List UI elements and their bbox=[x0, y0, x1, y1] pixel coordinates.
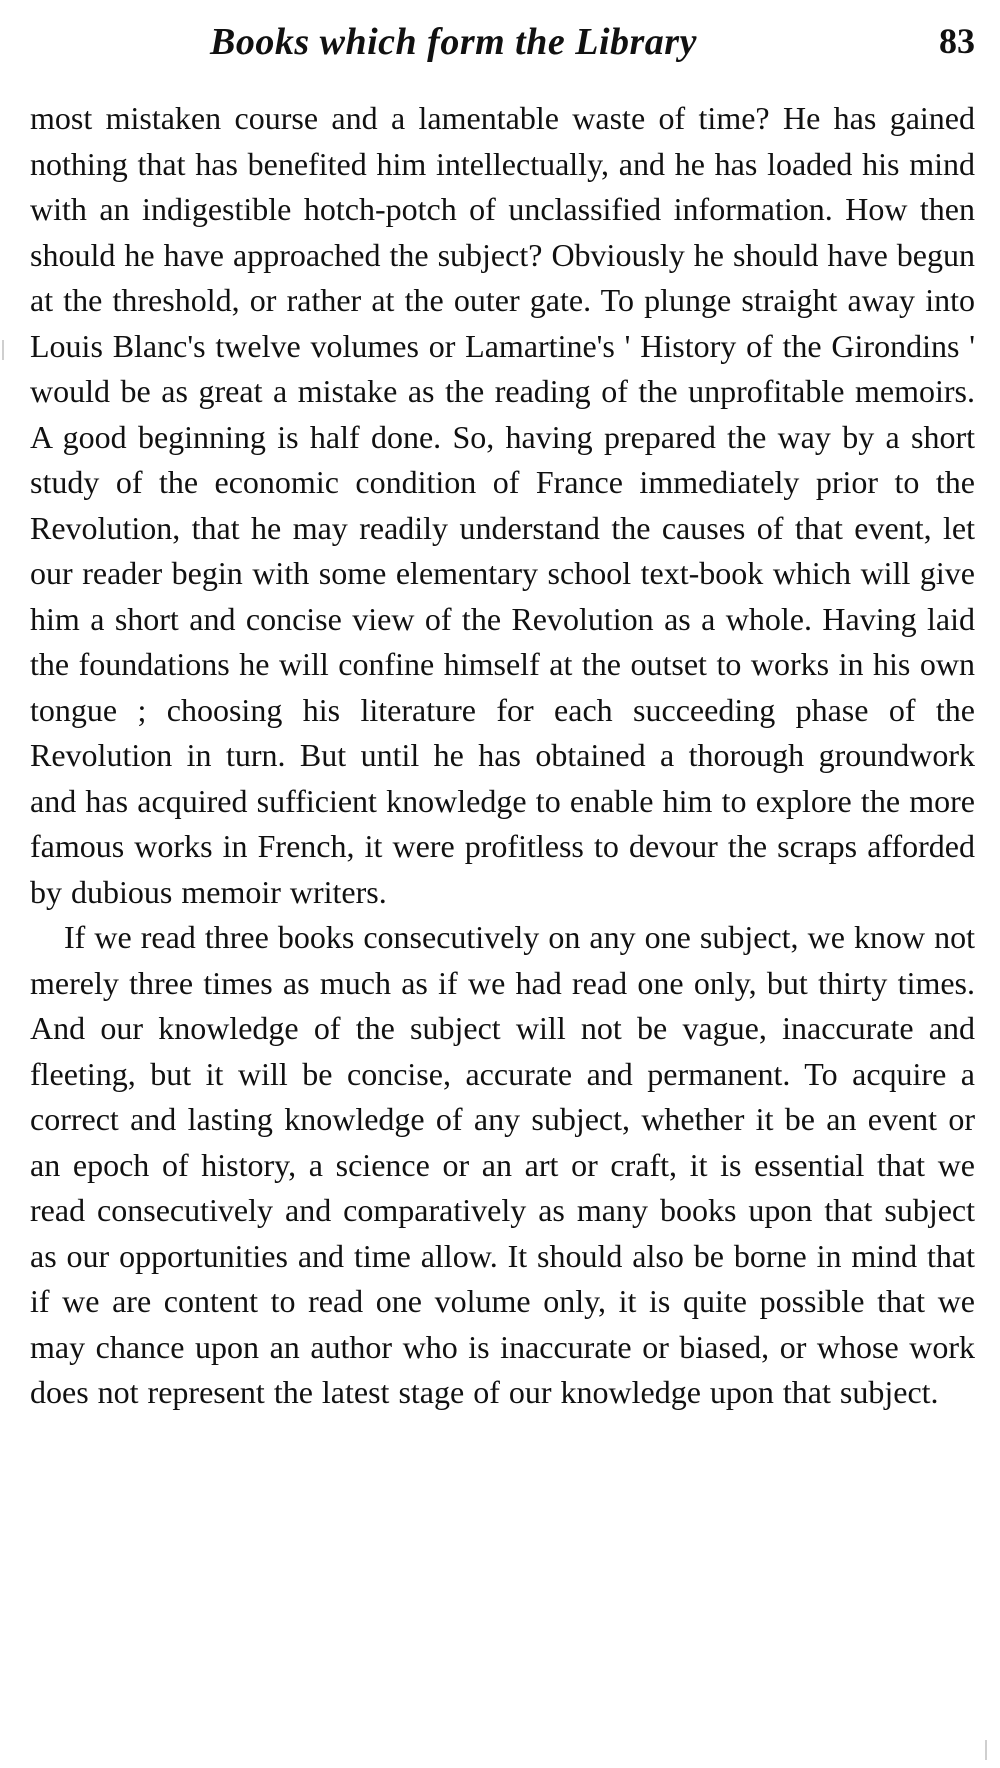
scan-edge-mark bbox=[985, 1740, 987, 1760]
paragraph-continued: most mistaken course and a lamentable waste of time? He has gained nothing that has benefited him intellectually, and he has loaded his mind with an indigestible hotch-potch of unclassified information. How then should he have approached the subject? Obviously he should have begun at the threshold, or rather at the outer gate. To plunge straight away into Louis Blanc's twelve volumes or Lamartine's ' History of the Girondins ' would be as great a mistake as the reading of the unprofitable memoirs. A good beginning is half done. So, having prepared the way by a short study of the economic condition of France immediately prior to the Revolution, that he may readily understand the causes of that event, let our reader begin with some elementary school text-book which will give him a short and concise view of the Revolution as a whole. Having laid the foundations he will confine himself at the outset to works in his own tongue ; choosing his literature for each succeeding phase of the Revolution in turn. But until he has obtained a thorough groundwork and has acquired sufficient knowledge to enable him to explore the more famous works in French, it were profitless to devour the scraps afforded by dubious memoir writers. bbox=[30, 100, 975, 910]
running-title: Books which form the Library bbox=[210, 21, 697, 63]
body-text bbox=[30, 96, 975, 1416]
paragraph-consecutive-reading: If we read three books consecutively on any one subject, we know not merely three times as much as if we had read one only, but thirty times. And our knowledge of the subject will not be vague, inaccurate and fleeting, but it will be concise, accurate and permanent. To acquire a correct and lasting knowledge of any subject, whether it be an event or an epoch of history, a science or an art or craft, it is essential that we read consecutively and comparatively as many books upon that subject as our opportunities and time allow. It should also be borne in mind that if we are content to read one volume only, it is quite possible that we may chance upon an author who is inaccurate or biased, or whose work does not represent the latest stage of our knowledge upon that subject. bbox=[30, 919, 975, 1410]
scan-edge-mark bbox=[2, 340, 4, 360]
page-number: 83 bbox=[939, 21, 975, 61]
running-header bbox=[30, 20, 975, 70]
